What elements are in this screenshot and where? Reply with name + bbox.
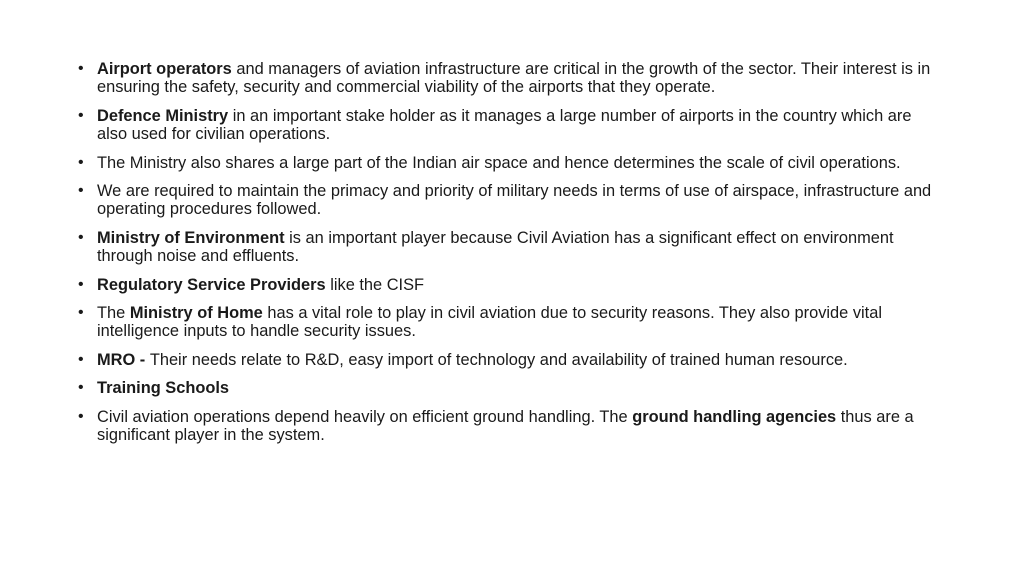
bullet-marker: • <box>78 350 84 368</box>
bullet-bold-text: Airport operators <box>97 60 232 78</box>
bullet-marker: • <box>78 275 84 293</box>
bullet-item <box>78 379 938 397</box>
bullet-text: is an important player because Civil Aviation has a significant effect on environment through noise and effluents. <box>97 228 894 266</box>
bullet-bold-text: MRO - <box>97 350 150 369</box>
bullet-item <box>78 154 938 172</box>
bullet-text: The Ministry also shares a large part of the Indian air space and hence determines the scale of civil operations. <box>97 153 901 172</box>
bullet-bold-text: Regulatory Service Providers <box>97 275 326 294</box>
bullet-bold-text: Defence Ministry <box>97 106 229 125</box>
bullet-bold-text: Ministry of Home <box>129 304 263 323</box>
bullet-text: and managers of aviation infrastructure are critical in the growth of the sector. Their interest is in ensuring the safety, security and commercial viability of the airports that they operate. <box>97 60 931 97</box>
bullet-item <box>78 304 938 341</box>
bullet-text: Civil aviation operations depend heavily on efficient ground handling. The <box>97 407 633 426</box>
bullet-text: thus are a significant player in the system. <box>97 407 914 445</box>
bullet-item <box>78 408 938 445</box>
bullet-text: The <box>97 304 130 323</box>
bullet-bold-text: Training Schools <box>97 379 230 398</box>
bullet-item <box>78 276 938 294</box>
bullet-item <box>78 107 938 144</box>
bullet-marker: • <box>78 60 84 77</box>
bullet-marker: • <box>78 304 84 322</box>
bullet-marker: • <box>78 379 84 397</box>
bullet-marker: • <box>78 407 84 425</box>
bullet-bold-text: Ministry of Environment <box>97 228 285 247</box>
bullet-text: like the CISF <box>325 275 425 294</box>
bullet-text: Their needs relate to R&D, easy import of technology and availability of trained human resource. <box>149 350 848 369</box>
bullet-text: We are required to maintain the primacy and priority of military needs in terms of use of airspace, infrastructure and operating procedures followed. <box>97 182 932 219</box>
bullet-item <box>78 229 938 266</box>
bullet-text: has a vital role to play in civil aviation due to security reasons. They also provide vital intelligence inputs to handle security issues. <box>97 304 882 341</box>
bullet-list <box>78 60 938 455</box>
bullet-marker: • <box>78 153 84 171</box>
bullet-text: in an important stake holder as it manages a large number of airports in the country which are also used for civilian operations. <box>97 106 912 144</box>
bullet-item <box>78 182 938 219</box>
bullet-item <box>78 60 938 97</box>
bullet-item <box>78 351 938 369</box>
bullet-marker: • <box>78 228 84 246</box>
bullet-marker: • <box>78 182 84 200</box>
bullet-bold-text: ground handling agencies <box>632 407 837 426</box>
bullet-marker: • <box>78 106 84 124</box>
